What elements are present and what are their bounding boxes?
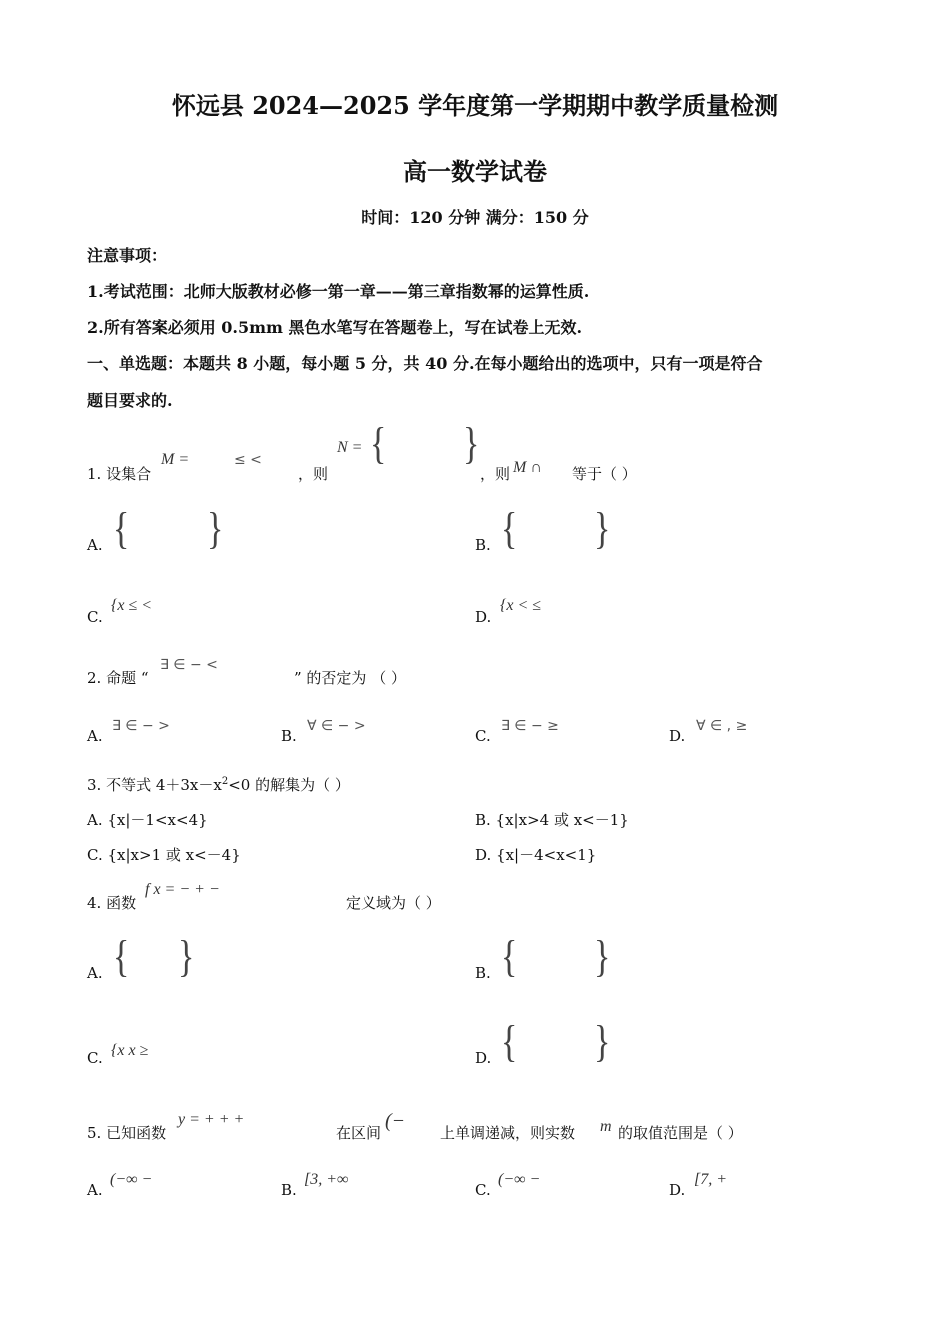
note-item-1: 1.考试范围：北师大版教材必修一第一章——第三章指数幂的运算性质. [87,282,590,301]
q3-option-c: C. {x|x>1 或 x<－4} [87,846,241,864]
q5-prefix: 5. 已知函数 [87,1124,167,1142]
q1-option-a-left-brace: { [113,505,130,554]
q2-option-d-math: ∀ ∈ , ≥ [696,718,748,734]
q2-prefix: 2. 命题 “ [87,669,149,687]
q5-math: y = + + + [178,1111,245,1128]
q1-math-intersection: M ∩ [513,459,542,476]
q5-option-d: D. [669,1181,686,1199]
q4-suffix: 定义域为（ ） [346,894,441,912]
q4-option-b-left-brace: { [501,933,518,982]
q1-set-n-left-brace: { [370,420,387,469]
q3-stem-exponent: 2 [221,776,229,787]
q5-math-interval: (− [385,1110,406,1132]
section-heading-line1: 一、单选题：本题共 8 小题，每小题 5 分，共 40 分.在每小题给出的选项中，只有一项是符合 [87,354,763,373]
q2-option-a-math: ∃ ∈ − > [112,718,170,734]
q1-option-a: A. [87,536,103,554]
q2-suffix: ” 的否定为 （ ） [294,669,406,687]
time-info: 时间：120 分钟 满分：150 分 [361,208,589,227]
q5-option-b-math: [3, +∞ [304,1171,349,1188]
q2-option-d: D. [669,727,686,745]
q1-mid-text-2: ，则 [480,465,511,483]
q5-math-m: m [600,1118,612,1135]
q1-math-set-m-relation: ≤ < [234,452,262,468]
q5-mid-2: 上单调递减，则实数 [440,1124,576,1142]
q4-option-a-right-brace: } [178,933,195,982]
q4-option-b: B. [475,964,491,982]
q2-option-c-math: ∃ ∈ − ≥ [501,718,559,734]
q1-option-b-right-brace: } [594,505,611,554]
q5-option-a-math: (−∞ − [110,1171,153,1188]
exam-subtitle: 高一数学试卷 [403,157,547,186]
q1-math-set-n: N = [337,439,363,456]
q1-option-d-math: {x < ≤ [500,597,542,614]
q3-option-a: A. {x|－1<x<4} [87,811,208,829]
q5-option-d-math: [7, + [694,1171,728,1188]
q2-option-c: C. [475,727,491,745]
note-item-2: 2.所有答案必须用 0.5mm 黑色水笔写在答题卷上，写在试卷上无效. [87,318,583,337]
q4-option-d-left-brace: { [501,1018,518,1067]
notes-heading: 注意事项： [87,246,168,265]
q1-option-b-left-brace: { [501,505,518,554]
q3-stem-part-b: <0 的解集为（ ） [228,776,350,794]
q2-option-a: A. [87,727,103,745]
q5-option-c-math: (−∞ − [498,1171,541,1188]
q5-option-c: C. [475,1181,491,1199]
q3-stem-part-a: 3. 不等式 4＋3x－x [87,776,222,794]
q4-option-c-math: {x x ≥ [111,1042,149,1059]
section-heading-line2: 题目要求的. [87,391,173,410]
q5-mid: 在区间 [336,1124,382,1142]
q5-suffix: 的取值范围是（ ） [618,1124,743,1142]
q1-option-b: B. [475,536,491,554]
q1-prefix: 1. 设集合 [87,465,152,483]
q3-option-d: D. {x|－4<x<1} [475,846,597,864]
q1-mid-text: ，则 [298,465,329,483]
q1-math-set-m: M = [161,451,190,468]
q4-option-b-right-brace: } [594,933,611,982]
q4-option-c: C. [87,1049,103,1067]
q1-option-c: C. [87,608,103,626]
q1-suffix: 等于（ ） [572,465,637,483]
q4-prefix: 4. 函数 [87,894,137,912]
q2-option-b: B. [281,727,297,745]
q4-option-d-right-brace: } [594,1018,611,1067]
q1-option-a-right-brace: } [207,505,224,554]
q3-stem [87,774,350,795]
q4-option-a-left-brace: { [113,933,130,982]
q2-math: ∃ ∈ − < [160,657,218,673]
q4-option-a: A. [87,964,103,982]
q5-option-b: B. [281,1181,297,1199]
q2-option-b-math: ∀ ∈ − > [307,718,366,734]
exam-title: 怀远县 2024—2025 学年度第一学期期中教学质量检测 [171,91,779,120]
q1-set-n-right-brace: } [463,420,480,469]
q4-option-d: D. [475,1049,492,1067]
q3-option-b: B. {x|x>4 或 x<－1} [475,811,629,829]
q4-math: f x = − + − [145,881,220,898]
q5-option-a: A. [87,1181,103,1199]
q1-option-c-math: {x ≤ < [111,597,153,614]
q1-option-d: D. [475,608,492,626]
